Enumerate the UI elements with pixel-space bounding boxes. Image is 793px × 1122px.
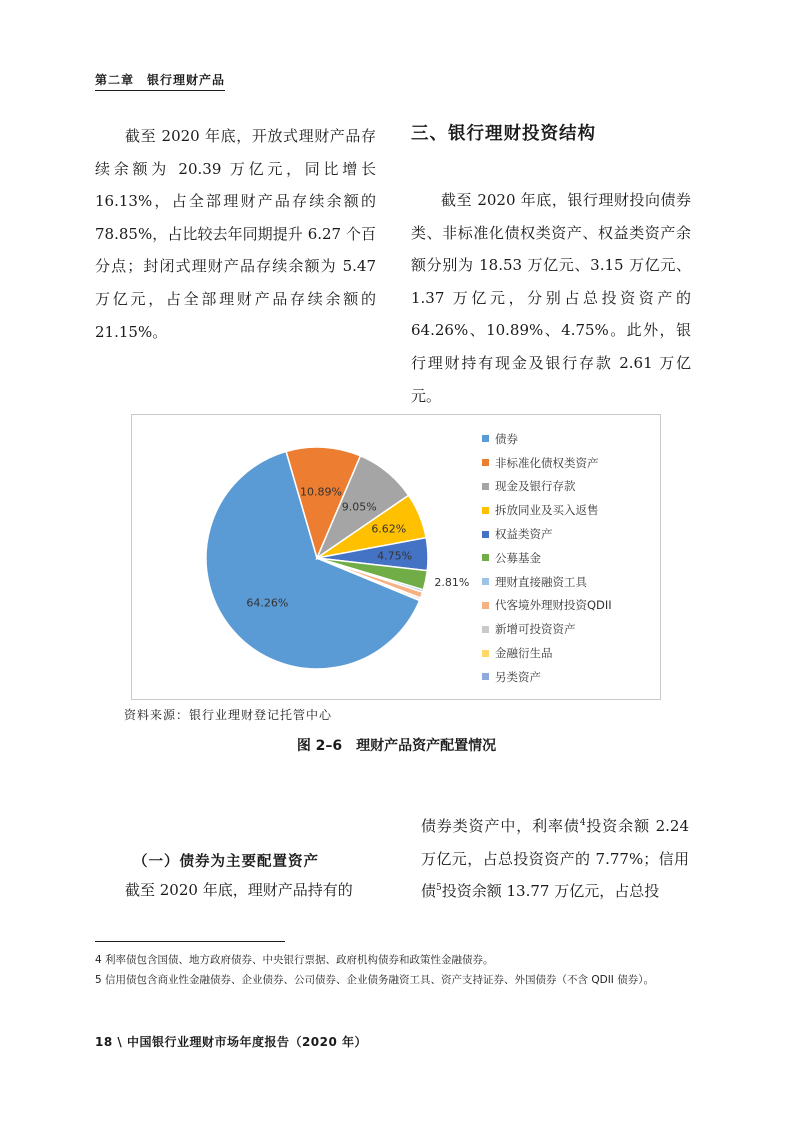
footnote-ref-5[interactable]: 5 <box>436 883 442 894</box>
bond-paragraph-left: 截至 2020 年底，理财产品持有的 <box>125 881 353 899</box>
legend-item-9 <box>482 617 612 641</box>
legend-item-5 <box>482 522 612 546</box>
legend-item-11 <box>482 665 612 689</box>
legend-label-2: 非标准化债权类资产 <box>495 455 599 470</box>
legend-swatch-7 <box>482 578 489 585</box>
legend-label-11: 另类资产 <box>495 669 541 684</box>
legend-swatch-10 <box>482 650 489 657</box>
legend-label-3: 现金及银行存款 <box>495 479 576 494</box>
legend-item-7 <box>482 570 612 594</box>
footnotes <box>95 950 695 990</box>
legend-label-8: 代客境外理财投资QDII <box>495 598 612 613</box>
bond-text-part1: 债券类资产中，利率债 <box>421 817 580 835</box>
investment-structure-paragraph: 截至 2020 年底，银行理财投向债券类、非标准化债权类资产、权益类资产余额分别为 18.53 万亿元、3.15 万亿元、1.37 万亿元，分别占总投资资产的 64.26%、10.89%、4.75%。此外，银行理财持有现金及银行存款 2.61 万亿元。 <box>411 191 691 405</box>
pie-data-label-6: 2.81% <box>434 576 470 590</box>
chart-source: 资料来源：银行业理财登记托管中心 <box>124 708 333 722</box>
open-ended-paragraph: 截至 2020 年底，开放式理财产品存续余额为 20.39 万亿元，同比增长 16.13%，占全部理财产品存续余额的 78.85%，占比较去年同期提升 6.27 个百分点；封闭式理财产品存续余额为 5.47 万亿元，占全部理财产品存续余额的 21.15%。 <box>95 127 376 341</box>
bond-text-part3: 投资余额 13.77 万亿元，占总投 <box>441 882 660 901</box>
legend-item-6 <box>482 546 612 570</box>
legend-swatch-5 <box>482 531 489 538</box>
bond-text-part2: 投资余额 2.24 万亿元，占总投资资产的 7.77%；信用债 <box>421 817 689 901</box>
legend-item-8 <box>482 594 612 618</box>
legend-item-4 <box>482 498 612 522</box>
pie-data-label-4: 6.62% <box>371 522 407 536</box>
legend-swatch-8 <box>482 602 489 609</box>
legend-label-6: 公募基金 <box>495 550 541 565</box>
pie-data-label-5: 4.75% <box>377 549 413 563</box>
legend-label-4: 拆放同业及买入返售 <box>495 503 599 518</box>
legend-item-2 <box>482 451 612 475</box>
legend-label-9: 新增可投资资产 <box>495 622 576 637</box>
legend-swatch-4 <box>482 507 489 514</box>
chart-legend <box>482 427 612 689</box>
page-footer: 18 \ 中国银行业理财市场年度报告（2020 年） <box>95 1035 368 1049</box>
legend-item-3 <box>482 475 612 499</box>
footnote-4: 4 利率债包含国债、地方政府债券、中央银行票据、政府机构债券和政策性金融债券。 <box>95 954 494 966</box>
legend-swatch-2 <box>482 459 489 466</box>
pie-chart-frame <box>131 414 661 700</box>
legend-item-1 <box>482 427 612 451</box>
legend-item-10 <box>482 641 612 665</box>
chapter-header: 第二章 银行理财产品 <box>95 71 225 91</box>
legend-swatch-11 <box>482 673 489 680</box>
footnote-ref-4[interactable]: 4 <box>579 818 586 828</box>
footnote-5: 5 信用债包含商业性金融债券、企业债券、公司债券、企业债务融资工具、资产支持证券、外国债券（不含 QDII 债券）。 <box>95 974 654 986</box>
section-heading: 三、银行理财投资结构 <box>411 124 596 144</box>
legend-swatch-6 <box>482 554 489 561</box>
figure-caption: 图 2–6 理财产品资产配置情况 <box>296 738 497 754</box>
legend-label-7: 理财直接融资工具 <box>495 574 587 589</box>
legend-label-5: 权益类资产 <box>495 527 553 542</box>
pie-data-label-1: 64.26% <box>246 596 289 610</box>
legend-label-10: 金融衍生品 <box>495 646 553 661</box>
legend-swatch-9 <box>482 626 489 633</box>
legend-label-1: 债券 <box>495 431 518 446</box>
footnote-divider <box>95 941 285 942</box>
pie-data-label-3: 9.05% <box>341 500 377 514</box>
bond-paragraph-right <box>421 810 689 908</box>
legend-swatch-3 <box>482 483 489 490</box>
subsection-heading: （一）债券为主要配置资产 <box>133 854 319 870</box>
pie-data-label-2: 10.89% <box>300 485 342 499</box>
legend-swatch-1 <box>482 435 489 442</box>
